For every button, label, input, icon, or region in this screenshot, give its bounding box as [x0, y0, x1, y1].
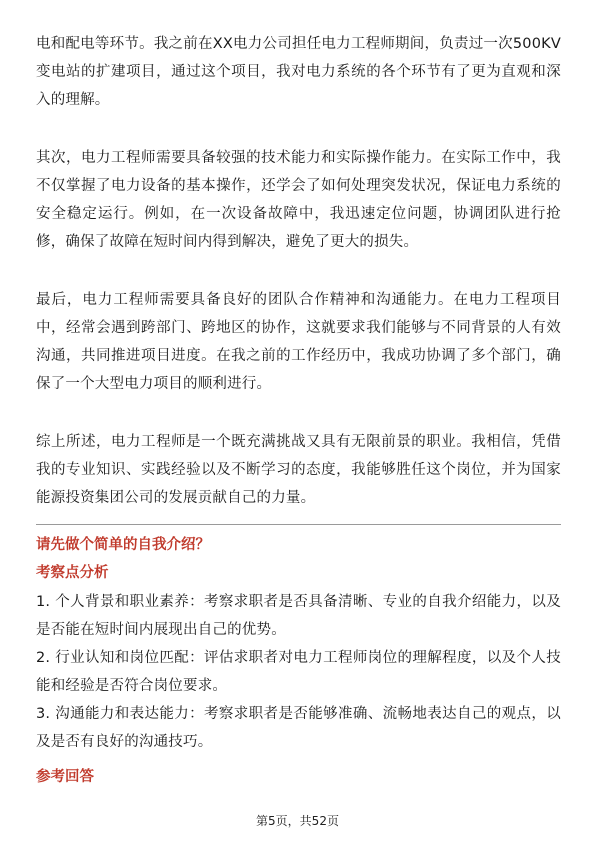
analysis-points	[36, 588, 561, 756]
analysis-point: 2. 行业认知和岗位匹配：评估求职者对电力工程师岗位的理解程度，以及个人技能和经验是否符合岗位要求。	[36, 650, 561, 694]
body-paragraph-1: 电和配电等环节。我之前在XX电力公司担任电力工程师期间，负责过一次500KV变电站的扩建项目，通过这个项目，我对电力系统的各个环节有了更为直观和深入的理解。	[36, 36, 561, 108]
reference-answer-heading: 参考回答	[36, 769, 94, 785]
paragraph-spacer	[36, 256, 561, 286]
analysis-heading: 考察点分析	[36, 565, 109, 581]
paragraph-spacer	[36, 114, 561, 144]
page-content	[36, 30, 561, 788]
body-paragraph-3: 最后，电力工程师需要具备良好的团队合作精神和沟通能力。在电力工程项目中，经常会遇到跨部门、跨地区的协作，这就要求我们能够与不同背景的人有效沟通，共同推进项目进度。在我之前的工作经历中，我成功协调了多个部门，确保了一个大型电力项目的顺利进行。	[36, 292, 561, 392]
paragraph-spacer	[36, 398, 561, 428]
body-paragraph-2: 其次，电力工程师需要具备较强的技术能力和实际操作能力。在实际工作中，我不仅掌握了电力设备的基本操作，还学会了如何处理突发状况，保证电力系统的安全稳定运行。例如，在一次设备故障中，我迅速定位问题，协调团队进行抢修，确保了故障在短时间内得到解决，避免了更大的损失。	[36, 150, 561, 250]
section-divider	[36, 524, 561, 525]
interview-question: 请先做个简单的自我介绍？	[36, 537, 210, 553]
analysis-point: 1. 个人背景和职业素养：考察求职者是否具备清晰、专业的自我介绍能力，以及是否能在短时间内展现出自己的优势。	[36, 594, 561, 638]
page-number-footer: 第5页，共52页	[256, 814, 339, 828]
body-paragraph-4: 综上所述，电力工程师是一个既充满挑战又具有无限前景的职业。我相信，凭借我的专业知识、实践经验以及不断学习的态度，我能够胜任这个岗位，并为国家能源投资集团公司的发展贡献自己的力量。	[36, 434, 561, 506]
analysis-point: 3. 沟通能力和表达能力：考察求职者是否能够准确、流畅地表达自己的观点，以及是否有良好的沟通技巧。	[36, 706, 561, 750]
